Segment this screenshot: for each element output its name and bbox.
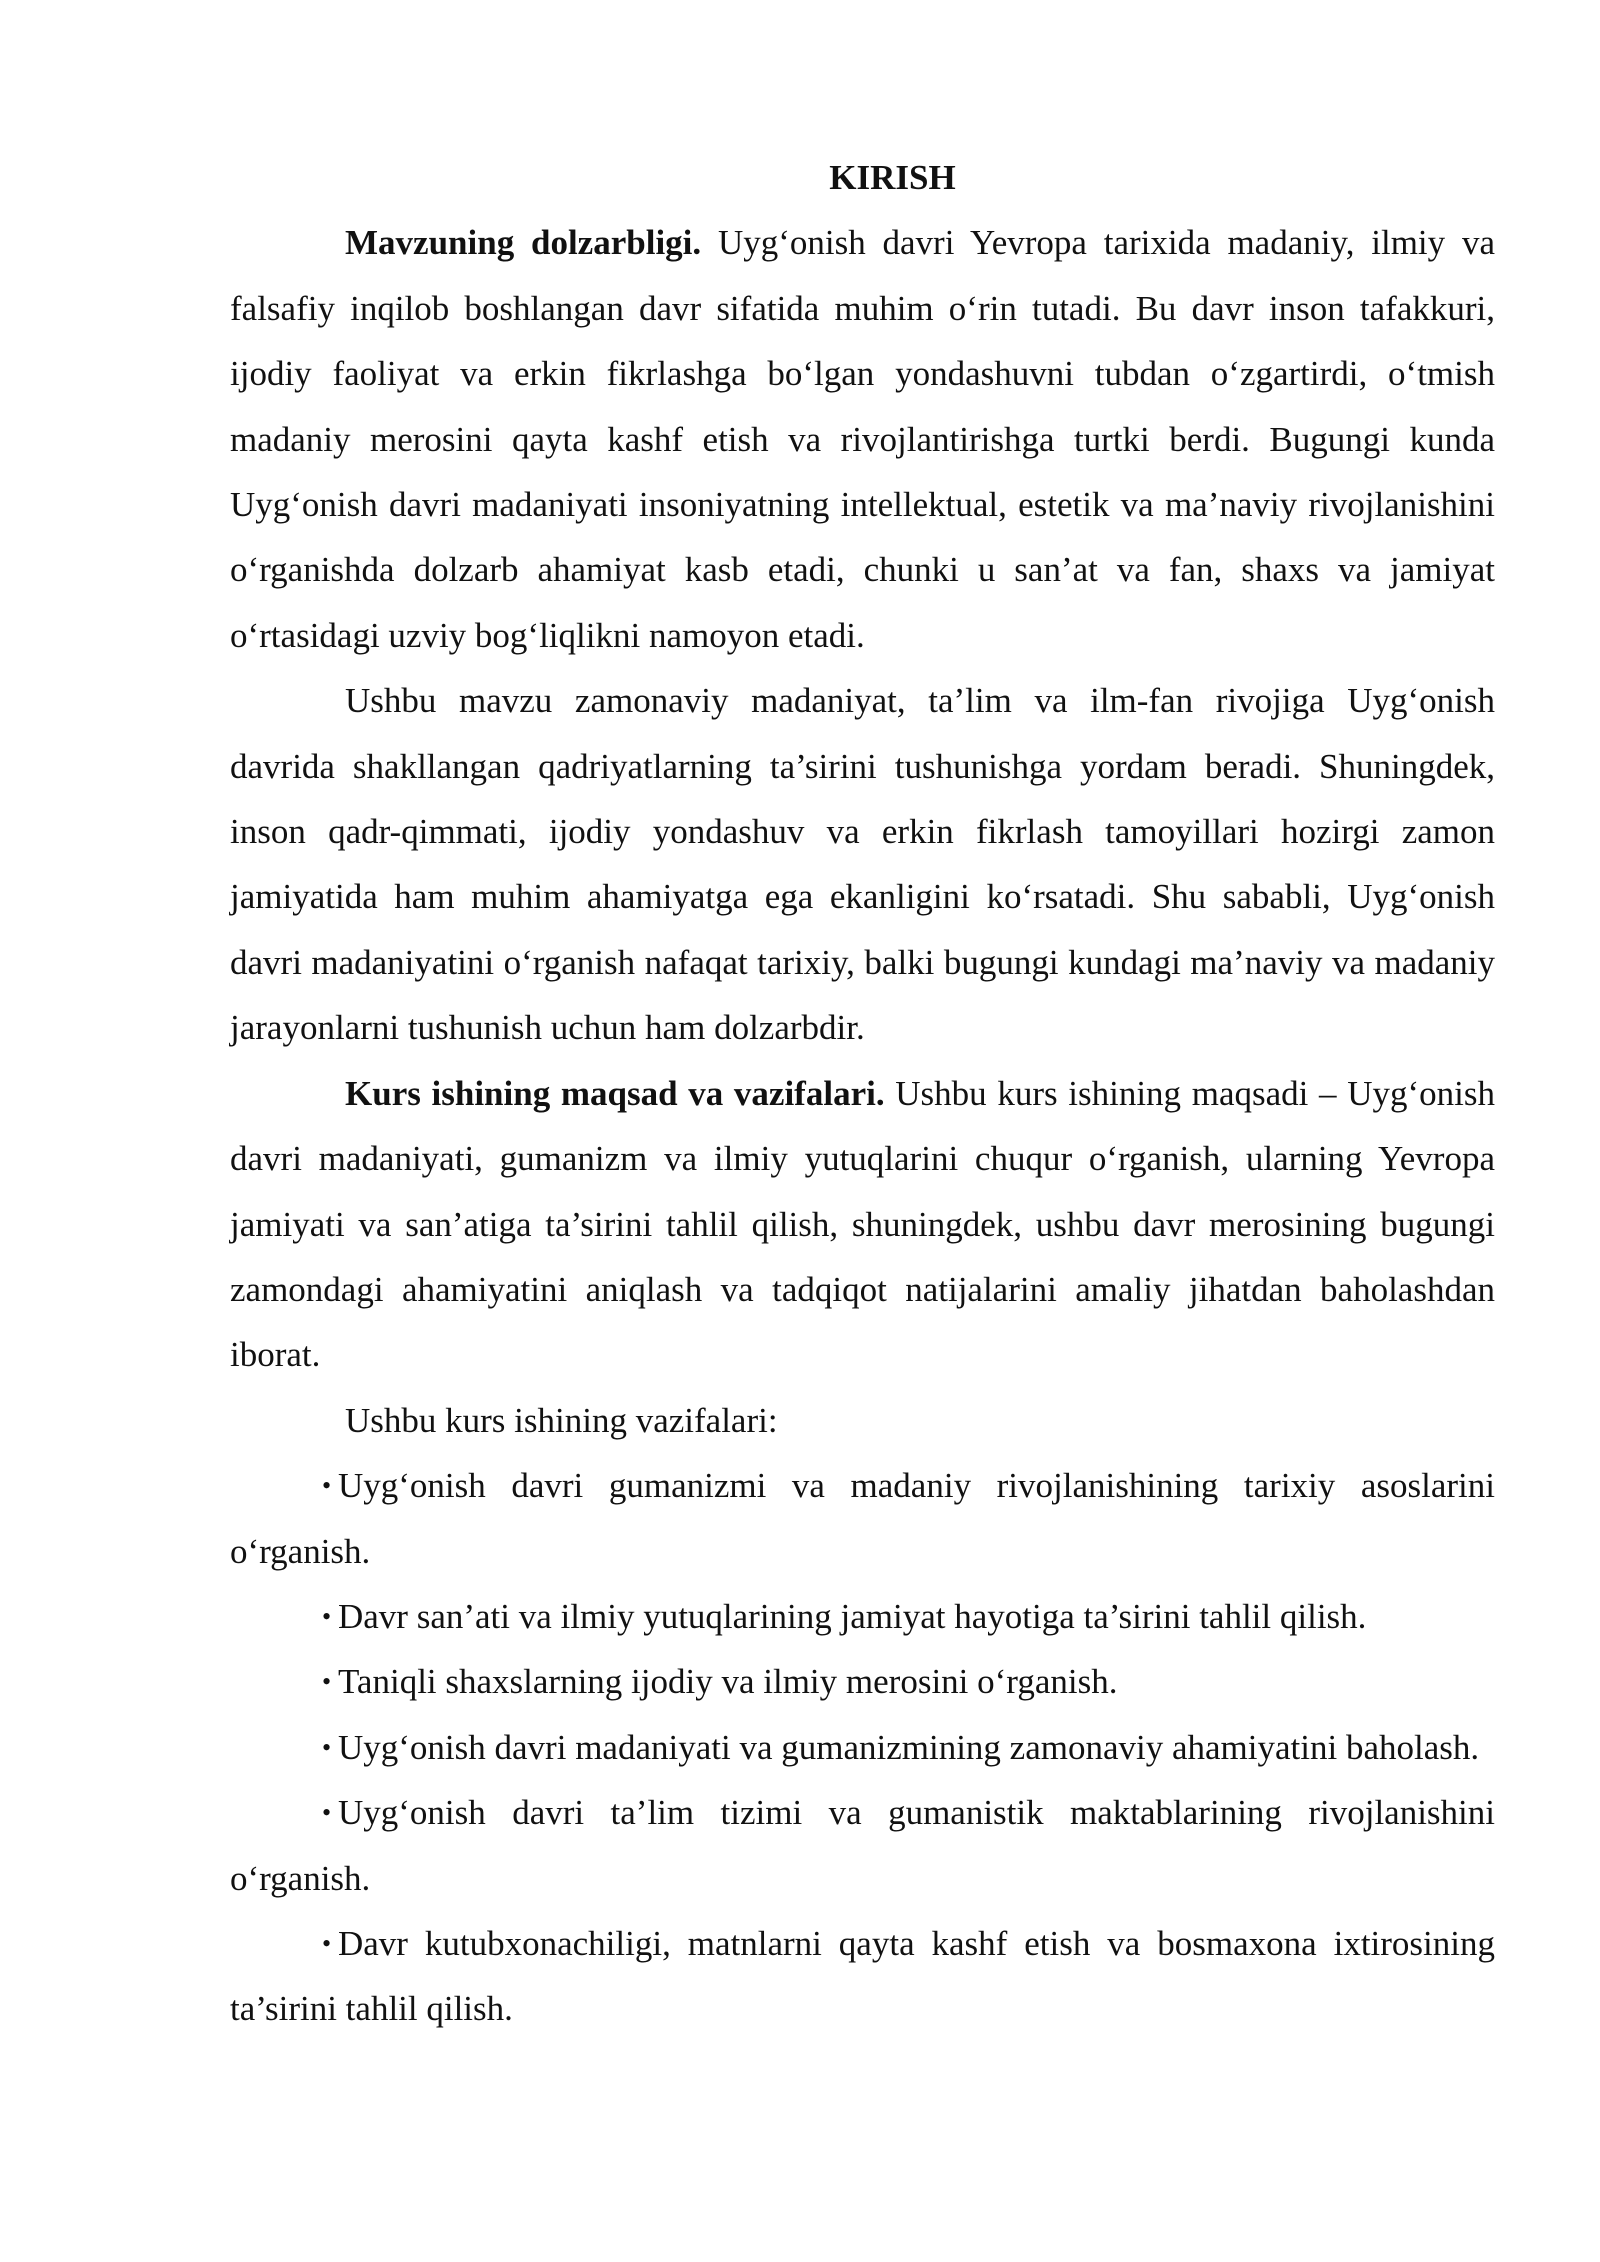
bullet-icon: •: [322, 1798, 332, 1828]
relevance-paragraph: [230, 210, 1495, 668]
list-item-text: Uyg‘onish davri madaniyati va gumanizmining zamonaviy ahamiyatini baholash.: [338, 1727, 1480, 1767]
page-title: KIRISH: [829, 158, 956, 197]
list-item-text: Taniqli shaxslarning ijodiy va ilmiy merosini o‘rganish.: [338, 1662, 1118, 1702]
list-item: [230, 1715, 1495, 1780]
bullet-icon: •: [322, 1732, 332, 1762]
tasks-intro: Ushbu kurs ishining vazifalari:: [345, 1400, 778, 1440]
goals-heading: Kurs ishining maqsad va vazifalari.: [345, 1073, 885, 1113]
tasks-list: [230, 1453, 1495, 2042]
goals-body: Ushbu kurs ishining maqsadi – Uyg‘onish davri madaniyati, gumanizm va ilmiy yutuqlarini chuqur o‘rganish, ularning Yevropa jamiyati va san’atiga ta’sirini tahlil qilish, shuningdek, ushbu davr merosining bugungi zamondagi ahamiyatini aniqlash va tadqiqot natijalarini amaliy jihatdan baholashdan iborat.: [230, 1073, 1495, 1375]
bullet-icon: •: [322, 1667, 332, 1697]
relevance-heading: Mavzuning dolzarbligi.: [345, 223, 702, 263]
bullet-icon: •: [322, 1928, 332, 1958]
list-item: [230, 1911, 1495, 2042]
relevance-body: Uyg‘onish davri Yevropa tarixida madaniy, ilmiy va falsafiy inqilob boshlangan davr sifatida muhim o‘rin tutadi. Bu davr inson tafakkuri, ijodiy faoliyat va erkin fikrlashga bo‘lgan yondashuvni tubdan o‘zgartirdi, o‘tmish madaniy merosini qayta kashf etish va rivojlantirishga turtki berdi. Bugungi kunda Uyg‘onish davri madaniyati insoniyatning intellektual, estetik va ma’naviy rivojlanishini o‘rganishda dolzarb ahamiyat kasb etadi, chunki u san’at va fan, shaxs va jamiyat o‘rtasidagi uzviy bog‘liqlikni namoyon etadi.: [230, 223, 1495, 655]
bullet-icon: •: [322, 1601, 332, 1631]
document-page: [230, 145, 1495, 2042]
bullet-icon: •: [322, 1471, 332, 1501]
second-paragraph: Ushbu mavzu zamonaviy madaniyat, ta’lim va ilm-fan rivojiga Uyg‘onish davrida shakllangan qadriyatlarning ta’sirini tushunishga yordam beradi. Shuningdek, inson qadr-qimmati, ijodiy yondashuv va erkin fikrlash tamoyillari hozirgi zamon jamiyatida ham muhim ahamiyatga ega ekanligini ko‘rsatadi. Shu sababli, Uyg‘onish davri madaniyatini o‘rganish nafaqat tarixiy, balki bugungi kundagi ma’naviy va madaniy jarayonlarni tushunish uchun ham dolzarbdir.: [230, 681, 1495, 1048]
list-item: [230, 1584, 1495, 1649]
list-item-text: Davr san’ati va ilmiy yutuqlarining jamiyat hayotiga ta’sirini tahlil qilish.: [338, 1596, 1367, 1636]
list-item: [230, 1453, 1495, 1584]
list-item-text: Davr kutubxonachiligi, matnlarni qayta kashf etish va bosmaxona ixtirosining ta’sirini tahlil qilish.: [230, 1923, 1495, 2029]
list-item: [230, 1780, 1495, 1911]
list-item-text: Uyg‘onish davri gumanizmi va madaniy rivojlanishining tarixiy asoslarini o‘rganish.: [230, 1466, 1495, 1571]
goals-paragraph: [230, 1061, 1495, 1388]
list-item: [230, 1649, 1495, 1714]
list-item-text: Uyg‘onish davri ta’lim tizimi va gumanistik maktablarining rivojlanishini o‘rganish.: [230, 1793, 1495, 1898]
